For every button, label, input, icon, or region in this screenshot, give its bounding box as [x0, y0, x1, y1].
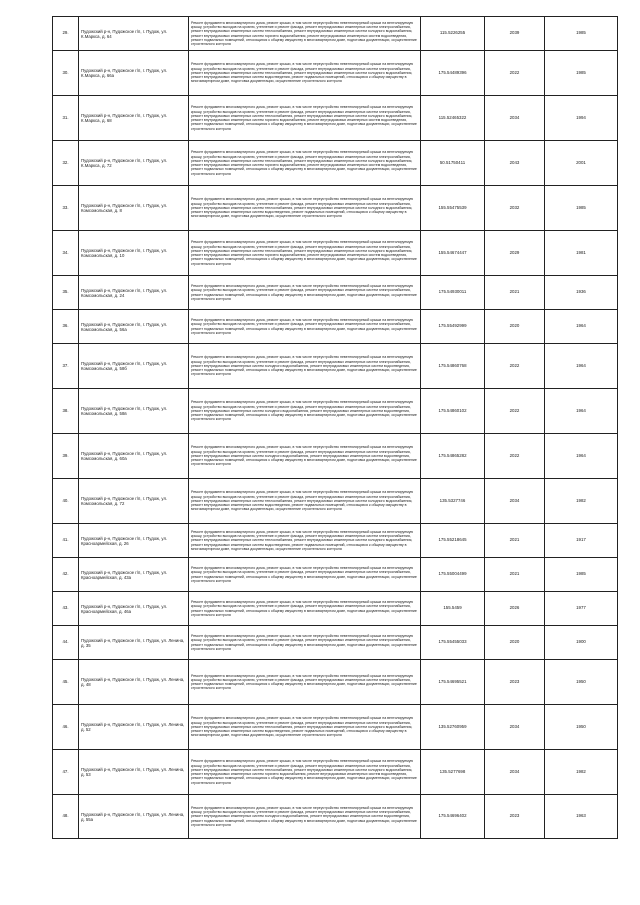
table-row — [53, 344, 618, 389]
row-number: 33. — [53, 186, 79, 231]
cost-cell: 155.55475539 — [421, 186, 485, 231]
table-row — [53, 231, 618, 276]
works-cell: Ремонт фундамента многоквартирного дома, ремонт крыши, в том числе переустройство невентилируемой крыши на вентилируемую крышу, устройство выходов на кровлю, утепление и ремонт фасада, ремонт внутридомовых инженерных систем электроснабжения, ремонт подвальных помещений, относящихся к общему имуществу в многоквартирном доме, подготовка документации, осуществление строительного контроля — [189, 626, 421, 660]
address-cell: Пудожский р-н, Пудожское г/п, г. Пудож, ул. Красноармейская, д. 26 — [79, 524, 189, 558]
planned-year-cell: 2034 — [485, 705, 545, 750]
table-row — [53, 186, 618, 231]
row-number: 36. — [53, 310, 79, 344]
built-year-cell: 1950 — [545, 705, 618, 750]
planned-year-cell: 2022 — [485, 434, 545, 479]
built-year-cell: 1936 — [545, 276, 618, 310]
works-cell: Ремонт фундамента многоквартирного дома, ремонт крыши, в том числе переустройство невентилируемой крыши на вентилируемую крышу, устройство выходов на кровлю, утепление и ремонт фасада, ремонт внутридомовых инженерных систем электроснабжения, ремонт внутридомовых инженерных систем теплоснабжения, ремонт внутридомовых инженерных систем холодного водоснабжения, ремонт внутридомовых инженерных систем водоотведения, ремонт подвальных помещений, относящихся к общему имуществу в многоквартирном доме, подготовка документации, осуществление строительного контроля — [189, 186, 421, 231]
address-cell: Пудожский р-н, Пудожское г/п, г. Пудож, ул. Комсомольская, д. 60а — [79, 434, 189, 479]
address-cell: Пудожский р-н, Пудожское г/п, г. Пудож, ул. Комсомольская, д. 58б — [79, 344, 189, 389]
planned-year-cell: 2022 — [485, 389, 545, 434]
address-cell: Пудожский р-н, Пудожское г/п, г. Пудож, ул. Комсомольская, д. 8 — [79, 186, 189, 231]
row-number: 47. — [53, 750, 79, 795]
planned-year-cell: 2032 — [485, 186, 545, 231]
row-number: 40. — [53, 479, 79, 524]
cost-cell: 175.54489396 — [421, 51, 485, 96]
cost-cell: 135.52760959 — [421, 705, 485, 750]
built-year-cell: 1964 — [545, 434, 618, 479]
cost-cell: 175.54696402 — [421, 795, 485, 839]
works-cell: Ремонт фундамента многоквартирного дома, ремонт крыши, в том числе переустройство невентилируемой крыши на вентилируемую крышу, устройство выходов на кровлю, утепление и ремонт фасада, ремонт внутридомовых инженерных систем электроснабжения, ремонт внутридомовых инженерных систем холодного водоснабжения, ремонт внутридомовых инженерных систем водоотведения, ремонт подвальных помещений, относящихся к общему имуществу в многоквартирном доме, подготовка документации, осуществление строительного контроля — [189, 795, 421, 839]
table-row — [53, 96, 618, 141]
built-year-cell: 1985 — [545, 51, 618, 96]
table-row — [53, 310, 618, 344]
built-year-cell: 1900 — [545, 626, 618, 660]
planned-year-cell: 2021 — [485, 276, 545, 310]
row-number: 46. — [53, 705, 79, 750]
planned-year-cell: 2034 — [485, 479, 545, 524]
planned-year-cell: 2021 — [485, 524, 545, 558]
cost-cell: 115.5226255 — [421, 17, 485, 51]
table-row — [53, 795, 618, 839]
planned-year-cell: 2034 — [485, 750, 545, 795]
works-cell: Ремонт фундамента многоквартирного дома, ремонт крыши, в том числе переустройство невентилируемой крыши на вентилируемую крышу, устройство выходов на кровлю, утепление и ремонт фасада, ремонт внутридомовых инженерных систем электроснабжения, ремонт подвальных помещений, относящихся к общему имуществу в многоквартирном доме, подготовка документации, осуществление строительного контроля — [189, 558, 421, 592]
cost-cell: 175.55218645 — [421, 524, 485, 558]
planned-year-cell: 2039 — [485, 17, 545, 51]
row-number: 43. — [53, 592, 79, 626]
cost-cell: 50.51750411 — [421, 141, 485, 186]
cost-cell: 175.54865282 — [421, 434, 485, 479]
built-year-cell: 1982 — [545, 479, 618, 524]
table-body — [53, 17, 618, 839]
built-year-cell: 1985 — [545, 558, 618, 592]
planned-year-cell: 2020 — [485, 626, 545, 660]
works-cell: Ремонт фундамента многоквартирного дома, ремонт крыши, в том числе переустройство невентилируемой крыши на вентилируемую крышу, устройство выходов на кровлю, утепление и ремонт фасада, ремонт внутридомовых инженерных систем электроснабжения, ремонт внутридомовых инженерных систем теплоснабжения, ремонт внутридомовых инженерных систем холодного водоснабжения, ремонт внутридомовых инженерных систем водоотведения, ремонт подвальных помещений, относящихся к общему имуществу в многоквартирном доме, подготовка документации, осуществление строительного контроля — [189, 705, 421, 750]
works-cell: Ремонт фундамента многоквартирного дома, ремонт крыши, в том числе переустройство невентилируемой крыши на вентилируемую крышу, устройство выходов на кровлю, утепление и ремонт фасада, ремонт внутридомовых инженерных систем электроснабжения, ремонт подвальных помещений, относящихся к общему имуществу в многоквартирном доме, подготовка документации, осуществление строительного контроля — [189, 592, 421, 626]
table-row — [53, 592, 618, 626]
address-cell: Пудожский р-н, Пудожское г/п, г. Пудож, ул. Ленина, д. 53 — [79, 750, 189, 795]
address-cell: Пудожский р-н, Пудожское г/п, г. Пудож, ул. К.Маркса, д. 64 — [79, 17, 189, 51]
address-cell: Пудожский р-н, Пудожское г/п, г. Пудож, ул. Красноармейская, д. 46а — [79, 592, 189, 626]
table-row — [53, 705, 618, 750]
address-cell: Пудожский р-н, Пудожское г/п, г. Пудож, ул. Комсомольская, д. 72 — [79, 479, 189, 524]
built-year-cell: 1982 — [545, 750, 618, 795]
built-year-cell: 2001 — [545, 141, 618, 186]
table-row — [53, 389, 618, 434]
works-cell: Ремонт фундамента многоквартирного дома, ремонт крыши, в том числе переустройство невентилируемой крыши на вентилируемую крышу, устройство выходов на кровлю, утепление и ремонт фасада, ремонт внутридомовых инженерных систем электроснабжения, ремонт подвальных помещений, относящихся к общему имуществу в многоквартирном доме, подготовка документации, осуществление строительного контроля — [189, 310, 421, 344]
row-number: 34. — [53, 231, 79, 276]
address-cell: Пудожский р-н, Пудожское г/п, г. Пудож, ул. К.Маркса, д. 72 — [79, 141, 189, 186]
address-cell: Пудожский р-н, Пудожское г/п, г. Пудож, ул. Красноармейская, д. 43а — [79, 558, 189, 592]
planned-year-cell: 2022 — [485, 51, 545, 96]
works-cell: Ремонт фундамента многоквартирного дома, ремонт крыши, в том числе переустройство невентилируемой крыши на вентилируемую крышу, устройство выходов на кровлю, утепление и ремонт фасада, ремонт внутридомовых инженерных систем электроснабжения, ремонт внутридомовых инженерных систем холодного водоснабжения, ремонт внутридомовых инженерных систем водоотведения, ремонт подвальных помещений, относящихся к общему имуществу в многоквартирном доме, подготовка документации, осуществление строительного контроля — [189, 389, 421, 434]
built-year-cell: 1977 — [545, 592, 618, 626]
planned-year-cell: 2026 — [485, 592, 545, 626]
works-cell: Ремонт фундамента многоквартирного дома, ремонт крыши, в том числе переустройство невентилируемой крыши на вентилируемую крышу, устройство выходов на кровлю, утепление и ремонт фасада, ремонт внутридомовых инженерных систем электроснабжения, ремонт подвальных помещений, относящихся к общему имуществу в многоквартирном доме, подготовка документации, осуществление строительного контроля — [189, 276, 421, 310]
works-cell: Ремонт фундамента многоквартирного дома, ремонт крыши, в том числе переустройство невентилируемой крыши на вентилируемую крышу, устройство выходов на кровлю, утепление и ремонт фасада, ремонт внутридомовых инженерных систем электроснабжения, ремонт внутридомовых инженерных систем теплоснабжения, ремонт внутридомовых инженерных систем холодного водоснабжения, ремонт внутридомовых инженерных систем горячего водоснабжения, ремонт внутридомовых инженерных систем водоотведения, ремонт подвальных помещений, относящихся к общему имуществу в многоквартирном доме, подготовка документации, осуществление строительного контроля — [189, 96, 421, 141]
built-year-cell: 1994 — [545, 96, 618, 141]
built-year-cell: 1963 — [545, 795, 618, 839]
planned-year-cell: 2022 — [485, 344, 545, 389]
cost-cell: 175.54860768 — [421, 344, 485, 389]
cost-cell: 175.54860102 — [421, 389, 485, 434]
address-cell: Пудожский р-н, Пудожское г/п, г. Пудож, ул. Комсомольская, д. 10 — [79, 231, 189, 276]
cost-cell: 135.5277698 — [421, 750, 485, 795]
row-number: 35. — [53, 276, 79, 310]
address-cell: Пудожский р-н, Пудожское г/п, г. Пудож, ул. К.Маркса, д. 66а — [79, 51, 189, 96]
table-row — [53, 558, 618, 592]
planned-year-cell: 2029 — [485, 231, 545, 276]
works-cell: Ремонт фундамента многоквартирного дома, ремонт крыши, в том числе переустройство невентилируемой крыши на вентилируемую крышу, устройство выходов на кровлю, утепление и ремонт фасада, ремонт внутридомовых инженерных систем электроснабжения, ремонт внутридомовых инженерных систем теплоснабжения, ремонт внутридомовых инженерных систем холодного водоснабжения, ремонт внутридомовых инженерных систем водоотведения, ремонт подвальных помещений, относящихся к общему имуществу в многоквартирном доме, подготовка документации, осуществление строительного контроля — [189, 51, 421, 96]
address-cell: Пудожский р-н, Пудожское г/п, г. Пудож, ул. К.Маркса, д. 68 — [79, 96, 189, 141]
works-cell: Ремонт фундамента многоквартирного дома, ремонт крыши, в том числе переустройство невентилируемой крыши на вентилируемую крышу, устройство выходов на кровлю, утепление и ремонт фасада, ремонт внутридомовых инженерных систем электроснабжения, ремонт внутридомовых инженерных систем теплоснабжения, ремонт внутридомовых инженерных систем холодного водоснабжения, ремонт внутридомовых инженерных систем водоотведения, ремонт подвальных помещений, относящихся к общему имуществу в многоквартирном доме, подготовка документации, осуществление строительного контроля — [189, 479, 421, 524]
document-page — [52, 16, 617, 839]
table-row — [53, 479, 618, 524]
cost-cell: 175.54930011 — [421, 276, 485, 310]
table-row — [53, 17, 618, 51]
works-cell: Ремонт фундамента многоквартирного дома, ремонт крыши, в том числе переустройство невентилируемой крыши на вентилируемую крышу, устройство выходов на кровлю, утепление и ремонт фасада, ремонт внутридомовых инженерных систем электроснабжения, ремонт внутридомовых инженерных систем теплоснабжения, ремонт внутридомовых инженерных систем холодного водоснабжения, ремонт внутридомовых инженерных систем горячего водоснабжения, ремонт внутридомовых инженерных систем водоотведения, ремонт подвальных помещений, относящихся к общему имуществу в многоквартирном доме, подготовка документации, осуществление строительного контроля — [189, 141, 421, 186]
built-year-cell: 1950 — [545, 660, 618, 705]
works-cell: Ремонт фундамента многоквартирного дома, ремонт крыши, в том числе переустройство невентилируемой крыши на вентилируемую крышу, устройство выходов на кровлю, утепление и ремонт фасада, ремонт внутридомовых инженерных систем электроснабжения, ремонт внутридомовых инженерных систем холодного водоснабжения, ремонт внутридомовых инженерных систем водоотведения, ремонт подвальных помещений, относящихся к общему имуществу в многоквартирном доме, подготовка документации, осуществление строительного контроля — [189, 434, 421, 479]
cost-cell: 175.54695521 — [421, 660, 485, 705]
address-cell: Пудожский р-н, Пудожское г/п, г. Пудож, ул. Ленина, д. 55а — [79, 795, 189, 839]
table-row — [53, 524, 618, 558]
planned-year-cell: 2043 — [485, 141, 545, 186]
row-number: 45. — [53, 660, 79, 705]
row-number: 32. — [53, 141, 79, 186]
planned-year-cell: 2023 — [485, 795, 545, 839]
planned-year-cell: 2023 — [485, 660, 545, 705]
built-year-cell: 1964 — [545, 389, 618, 434]
row-number: 38. — [53, 389, 79, 434]
row-number: 37. — [53, 344, 79, 389]
table-row — [53, 276, 618, 310]
table-row — [53, 660, 618, 705]
cost-cell: 155.5459 — [421, 592, 485, 626]
works-cell: Ремонт фундамента многоквартирного дома, ремонт крыши, в том числе переустройство невентилируемой крыши на вентилируемую крышу, устройство выходов на кровлю, утепление и ремонт фасада, ремонт внутридомовых инженерных систем электроснабжения, ремонт подвальных помещений, относящихся к общему имуществу в многоквартирном доме, подготовка документации, осуществление строительного контроля — [189, 660, 421, 705]
planned-year-cell: 2021 — [485, 558, 545, 592]
address-cell: Пудожский р-н, Пудожское г/п, г. Пудож, ул. Комсомольская, д. 58в — [79, 389, 189, 434]
row-number: 30. — [53, 51, 79, 96]
address-cell: Пудожский р-н, Пудожское г/п, г. Пудож, ул. Комсомольская, д. 24 — [79, 276, 189, 310]
table-row — [53, 626, 618, 660]
row-number: 42. — [53, 558, 79, 592]
table-row — [53, 750, 618, 795]
table-row — [53, 434, 618, 479]
row-number: 48. — [53, 795, 79, 839]
row-number: 41. — [53, 524, 79, 558]
capital-repair-table — [52, 16, 618, 839]
cost-cell: 175.55492999 — [421, 310, 485, 344]
row-number: 44. — [53, 626, 79, 660]
built-year-cell: 1985 — [545, 186, 618, 231]
address-cell: Пудожский р-н, Пудожское г/п, г. Пудож, ул. Комсомольская, д. 56а — [79, 310, 189, 344]
address-cell: Пудожский р-н, Пудожское г/п, г. Пудож, ул. Ленина, д. 35 — [79, 626, 189, 660]
built-year-cell: 1917 — [545, 524, 618, 558]
built-year-cell: 1981 — [545, 231, 618, 276]
row-number: 31. — [53, 96, 79, 141]
cost-cell: 175.55004499 — [421, 558, 485, 592]
cost-cell: 115.52465322 — [421, 96, 485, 141]
cost-cell: 155.54674447 — [421, 231, 485, 276]
built-year-cell: 1964 — [545, 310, 618, 344]
row-number: 29. — [53, 17, 79, 51]
works-cell: Ремонт фундамента многоквартирного дома, ремонт крыши, в том числе переустройство невентилируемой крыши на вентилируемую крышу, устройство выходов на кровлю, утепление и ремонт фасада, ремонт внутридомовых инженерных систем электроснабжения, ремонт внутридомовых инженерных систем холодного водоснабжения, ремонт внутридомовых инженерных систем водоотведения, ремонт подвальных помещений, относящихся к общему имуществу в многоквартирном доме, подготовка документации, осуществление строительного контроля — [189, 344, 421, 389]
address-cell: Пудожский р-н, Пудожское г/п, г. Пудож, ул. Ленина, д. 52 — [79, 705, 189, 750]
planned-year-cell: 2020 — [485, 310, 545, 344]
planned-year-cell: 2034 — [485, 96, 545, 141]
address-cell: Пудожский р-н, Пудожское г/п, г. Пудож, ул. Ленина, д. 48 — [79, 660, 189, 705]
cost-cell: 175.55455033 — [421, 626, 485, 660]
works-cell: Ремонт фундамента многоквартирного дома, ремонт крыши, в том числе переустройство невентилируемой крыши на вентилируемую крышу, устройство выходов на кровлю, утепление и ремонт фасада, ремонт внутридомовых инженерных систем электроснабжения, ремонт внутридомовых инженерных систем теплоснабжения, ремонт внутридомовых инженерных систем холодного водоснабжения, ремонт внутридомовых инженерных систем горячего водоснабжения, ремонт внутридомовых инженерных систем водоотведения, ремонт подвальных помещений, относящихся к общему имуществу в многоквартирном доме, подготовка документации, осуществление строительного контроля — [189, 17, 421, 51]
table-row — [53, 51, 618, 96]
works-cell: Ремонт фундамента многоквартирного дома, ремонт крыши, в том числе переустройство невентилируемой крыши на вентилируемую крышу, устройство выходов на кровлю, утепление и ремонт фасада, ремонт внутридомовых инженерных систем электроснабжения, ремонт внутридомовых инженерных систем теплоснабжения, ремонт внутридомовых инженерных систем холодного водоснабжения, ремонт внутридомовых инженерных систем горячего водоснабжения, ремонт внутридомовых инженерных систем водоотведения, ремонт подвальных помещений, относящихся к общему имуществу в многоквартирном доме, подготовка документации, осуществление строительного контроля — [189, 231, 421, 276]
built-year-cell: 1964 — [545, 344, 618, 389]
table-row — [53, 141, 618, 186]
row-number: 39. — [53, 434, 79, 479]
works-cell: Ремонт фундамента многоквартирного дома, ремонт крыши, в том числе переустройство невентилируемой крыши на вентилируемую крышу, устройство выходов на кровлю, утепление и ремонт фасада, ремонт внутридомовых инженерных систем электроснабжения, ремонт внутридомовых инженерных систем теплоснабжения, ремонт внутридомовых инженерных систем холодного водоснабжения, ремонт внутридомовых инженерных систем горячего водоснабжения, ремонт внутридомовых инженерных систем водоотведения, ремонт подвальных помещений, относящихся к общему имуществу в многоквартирном доме, подготовка документации, осуществление строительного контроля — [189, 750, 421, 795]
cost-cell: 135.5327746 — [421, 479, 485, 524]
built-year-cell: 1985 — [545, 17, 618, 51]
works-cell: Ремонт фундамента многоквартирного дома, ремонт крыши, в том числе переустройство невентилируемой крыши на вентилируемую крышу, устройство выходов на кровлю, утепление и ремонт фасада, ремонт внутридомовых инженерных систем электроснабжения, ремонт внутридомовых инженерных систем теплоснабжения, ремонт внутридомовых инженерных систем холодного водоснабжения, ремонт внутридомовых инженерных систем водоотведения, ремонт подвальных помещений, относящихся к общему имуществу в многоквартирном доме, подготовка документации, осуществление строительного контроля — [189, 524, 421, 558]
